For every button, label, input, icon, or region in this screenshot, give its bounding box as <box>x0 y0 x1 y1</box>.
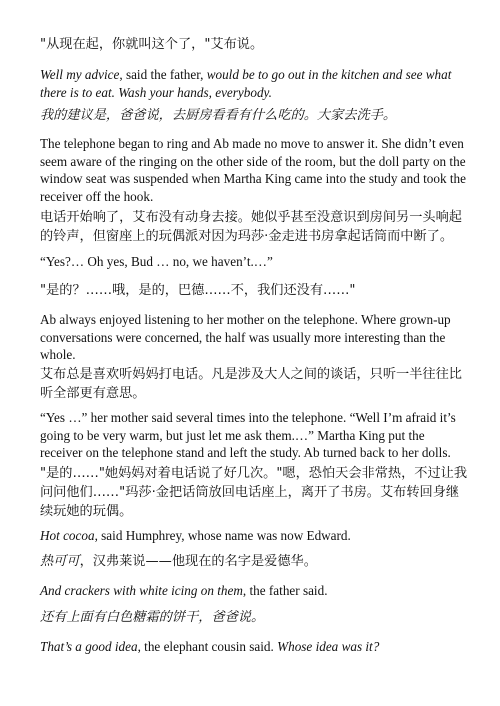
paragraph-en-2 <box>40 135 470 205</box>
paragraph-en-3 <box>40 253 470 271</box>
text-run: "是的……"她妈妈对着电话说了好几次。"嗯，恐怕天会非常热，不过让我问问他们……"玛莎·金把话筒放回电话座上，离开了书房。艾布转回身继续玩她的玩偶。 <box>40 466 468 519</box>
text-run: , the father said. <box>242 583 328 598</box>
paragraph-zh-3 <box>40 208 470 246</box>
paragraph-zh-2 <box>40 106 470 125</box>
paragraph-en-1 <box>40 66 470 101</box>
text-run: Hot cocoa <box>40 528 95 543</box>
paragraph-en-7 <box>40 582 470 600</box>
text-run: "从现在起，你就叫这个了，"艾布说。 <box>40 37 264 52</box>
text-run: “Yes …” her mother said several times into the telephone. “Well I’m afraid it’s going to be very warm, but just let me ask them.…” Martha King put the receiver on the telephone stand and left the study. Ab turned back to her dolls. <box>40 410 456 460</box>
paragraph-zh-7 <box>40 552 470 571</box>
text-run: And crackers with white icing on them <box>40 583 243 598</box>
text-run: 艾布总是喜欢听妈妈打电话。凡是涉及大人之间的谈话，只听一半往往比听全部更有意思。 <box>40 367 462 401</box>
paragraph-zh-4 <box>40 281 470 300</box>
paragraph-zh-8 <box>40 608 470 627</box>
text-run: "是的？……哦，是的，巴德……不，我们还没有……" <box>40 283 356 298</box>
paragraph-zh-5 <box>40 365 470 403</box>
text-run: , said Humphrey, whose name was now Edward. <box>94 528 351 543</box>
text-run: , the elephant cousin said. <box>137 639 278 654</box>
paragraph-en-6 <box>40 527 470 545</box>
text-run: 我的建议是，爸爸说，去厨房看看有什么吃的。大家去洗手。 <box>40 108 397 123</box>
paragraph-zh-6 <box>40 464 470 521</box>
text-run: 还有上面有白色糖霜的饼干，爸爸说。 <box>40 610 265 625</box>
paragraph-en-8 <box>40 638 470 656</box>
text-run: “Yes?… Oh yes, Bud … no, we haven’t.…” <box>40 254 273 269</box>
paragraph-zh-1 <box>40 35 470 54</box>
paragraph-en-4 <box>40 311 470 364</box>
text-run: 电话开始响了，艾布没有动身去接。她似乎甚至没意识到房间另一头响起的铃声，但窗座上的玩偶派对因为玛莎·金走进书房拿起话筒而中断了。 <box>40 210 462 244</box>
text-run: would be to go out in the kitchen and see what there is to eat. Wash your hands, everybody. <box>40 67 452 100</box>
text-run: Whose idea was it? <box>277 639 380 654</box>
paragraph-en-5 <box>40 409 470 462</box>
text-run: Ab always enjoyed listening to her mother on the telephone. Where grown-up conversations were concerned, the half was usually more interesting than the whole. <box>40 312 451 362</box>
text-run: Well my advice <box>40 67 120 82</box>
text-run: , said the father, <box>119 67 207 82</box>
text-run: ，汉弗莱说——他现在的名字是爱德华。 <box>79 554 317 569</box>
text-run: The telephone began to ring and Ab made no move to answer it. She didn’t even seem aware of the ringing on the other side of the room, but the doll party on the window seat was suspended when Martha King came into the study and took the receiver off the hook. <box>40 136 466 204</box>
text-run: 热可可 <box>40 554 80 569</box>
text-run: That’s a good idea <box>40 639 138 654</box>
